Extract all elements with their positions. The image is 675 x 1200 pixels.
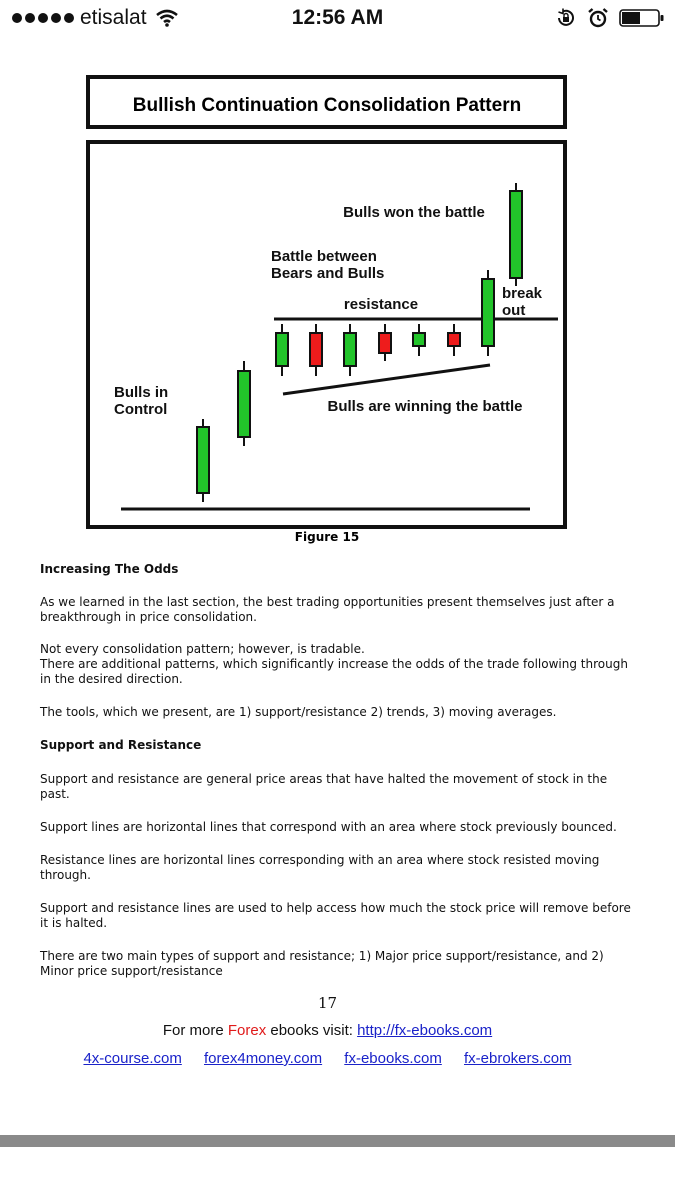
- label-breakout-line1: break: [502, 285, 543, 302]
- candle-body-green: [276, 333, 288, 366]
- paragraph-4: Support and resistance are general price areas that have halted the movement of stock in the past.: [40, 772, 608, 801]
- paragraph-2a: Not every consolidation pattern; however, is tradable.: [40, 642, 365, 656]
- footer-middle: ebooks visit:: [270, 1022, 353, 1039]
- footer-links: [0, 1050, 655, 1067]
- candlestick-7: [413, 324, 425, 356]
- label-battle-line2: Bears and Bulls: [271, 265, 385, 282]
- candlestick-2: [238, 361, 250, 446]
- paragraph-5: Support lines are horizontal lines that correspond with an area where stock previously bounced.: [40, 820, 617, 834]
- paragraph-8: There are two main types of support and resistance; 1) Major price support/resistance, and 2) Minor price support/resistance: [40, 949, 604, 978]
- candlestick-8: [448, 324, 460, 356]
- paragraph-2b: There are additional patterns, which significantly increase the odds of the trade following through in the desired direction.: [40, 657, 628, 686]
- heading-increasing-odds: Increasing The Odds: [40, 562, 179, 576]
- paragraph-3: The tools, which we present, are 1) support/resistance 2) trends, 3) moving averages.: [40, 705, 557, 719]
- label-bulls-won: Bulls won the battle: [343, 204, 485, 221]
- label-bulls-winning: Bulls are winning the battle: [327, 398, 523, 415]
- paragraph-1: As we learned in the last section, the best trading opportunities present themselves just after a breakthrough in price consolidation.: [40, 595, 615, 624]
- candlestick-4: [310, 324, 322, 376]
- candle-body-green: [413, 333, 425, 346]
- alarm-icon: [587, 7, 609, 29]
- candle-body-green: [482, 279, 494, 346]
- status-time: 12:56 AM: [291, 6, 384, 29]
- candle-body-red: [310, 333, 322, 366]
- candle-body-red: [379, 333, 391, 353]
- footer-main-link[interactable]: http://fx-ebooks.com: [357, 1022, 493, 1039]
- heading-support-resistance: Support and Resistance: [40, 738, 202, 752]
- candlestick-6: [379, 324, 391, 361]
- candlestick-3: [276, 324, 288, 376]
- candlestick-10: [510, 183, 522, 286]
- footer-forex-word: Forex: [227, 1022, 267, 1039]
- page-number: 17: [317, 994, 338, 1012]
- paragraph-6: Resistance lines are horizontal lines corresponding with an area where stock resisted moving through.: [40, 853, 600, 882]
- bottom-toolbar-strip: [0, 1135, 675, 1147]
- document-body: [40, 562, 640, 979]
- candle-body-green: [510, 191, 522, 278]
- carrier-name: etisalat: [80, 6, 147, 29]
- figure-15: [0, 70, 675, 550]
- link-4x-course[interactable]: 4x-course.com: [83, 1050, 182, 1067]
- rotation-lock-icon: [555, 7, 577, 29]
- status-bar: [0, 0, 675, 40]
- figure-title: Bullish Continuation Consolidation Pattern: [132, 95, 522, 116]
- candles-group: [197, 183, 522, 502]
- link-fx-ebooks[interactable]: fx-ebooks.com: [344, 1050, 442, 1067]
- link-fx-ebrokers[interactable]: fx-ebrokers.com: [464, 1050, 572, 1067]
- candlestick-5: [344, 324, 356, 376]
- figure-caption: Figure 15: [294, 530, 360, 544]
- battery-icon: [619, 8, 665, 28]
- label-bulls-control-line1: Bulls in: [114, 384, 169, 401]
- rising-trendline: [283, 365, 490, 394]
- footer-promo: [0, 1022, 655, 1039]
- candle-body-green: [344, 333, 356, 366]
- label-breakout-line2: out: [502, 302, 526, 319]
- label-battle-line1: Battle between: [271, 248, 377, 265]
- footer-prefix: For more: [162, 1022, 224, 1039]
- candle-body-green: [197, 427, 209, 493]
- candlestick-9: [482, 270, 494, 356]
- label-resistance: resistance: [343, 296, 419, 313]
- candle-body-red: [448, 333, 460, 346]
- status-right: [555, 7, 665, 29]
- label-bulls-control-line2: Control: [114, 401, 168, 418]
- candle-body-green: [238, 371, 250, 437]
- paragraph-7: Support and resistance lines are used to help access how much the stock price will remove before it is halted.: [40, 901, 631, 930]
- candlestick-1: [197, 419, 209, 502]
- link-forex4money[interactable]: forex4money.com: [204, 1050, 323, 1067]
